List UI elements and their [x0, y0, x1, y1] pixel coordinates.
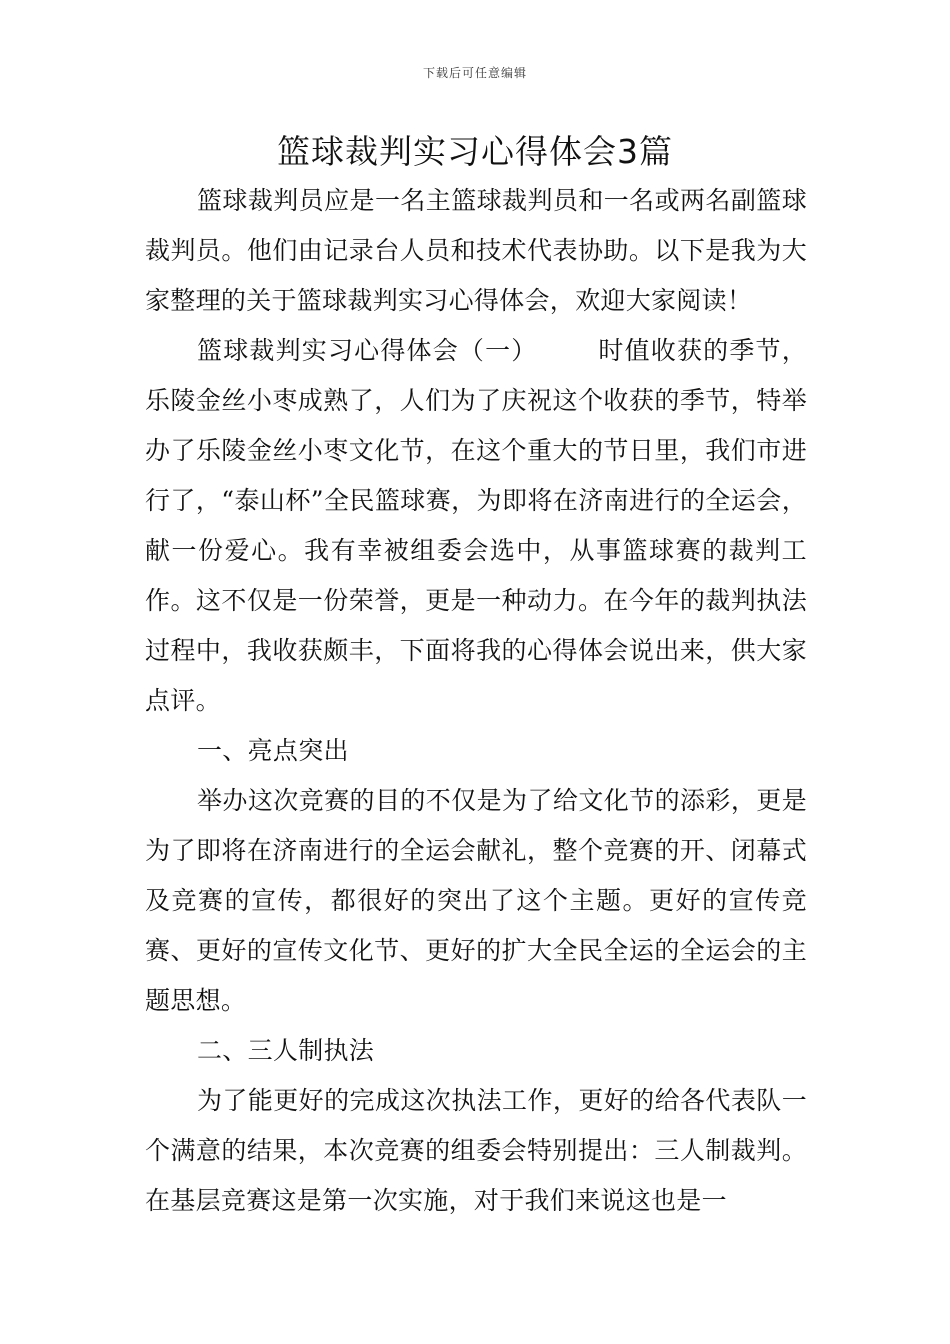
- heading-three-person: 二、三人制执法: [197, 1036, 375, 1065]
- heading-highlights: 一、亮点突出: [197, 736, 349, 765]
- section-one-paragraph: [145, 326, 807, 726]
- section-one-lead: 时值收获的季节，: [597, 336, 808, 365]
- three-person-paragraph: 为了能更好的完成这次执法工作，更好的给各代表队一个满意的结果，本次竞赛的组委会特别提出：三人制裁判。在基层竞赛这是第一次实施，对于我们来说这也是一: [145, 1086, 807, 1215]
- highlights-paragraph: 举办这次竞赛的目的不仅是为了给文化节的添彩，更是为了即将在济南进行的全运会献礼，整个竞赛的开、闭幕式及竞赛的宣传，都很好的突出了这个主题。更好的宣传竞赛、更好的宣传文化节、更好的扩大全民全运的全运会的主题思想。: [145, 786, 807, 1015]
- header-note: 下载后可任意编辑: [422, 66, 527, 80]
- document-body: [145, 176, 807, 1226]
- document-title: 篮球裁判实习心得体会3篇: [277, 132, 673, 171]
- intro-paragraph: 篮球裁判员应是一名主篮球裁判员和一名或两名副篮球裁判员。他们由记录台人员和技术代表协助。以下是我为大家整理的关于篮球裁判实习心得体会，欢迎大家阅读！: [145, 186, 807, 315]
- section-one-heading: 篮球裁判实习心得体会（一）: [197, 336, 538, 365]
- section-one-body: 乐陵金丝小枣成熟了，人们为了庆祝这个收获的季节，特举办了乐陵金丝小枣文化节，在这个重大的节日里，我们市进行了，“泰山杯”全民篮球赛，为即将在济南进行的全运会，献一份爱心。我有幸被组委会选中，从事篮球赛的裁判工作。这不仅是一份荣誉，更是一种动力。在今年的裁判执法过程中，我收获颇丰，下面将我的心得体会说出来，供大家点评。: [145, 386, 807, 715]
